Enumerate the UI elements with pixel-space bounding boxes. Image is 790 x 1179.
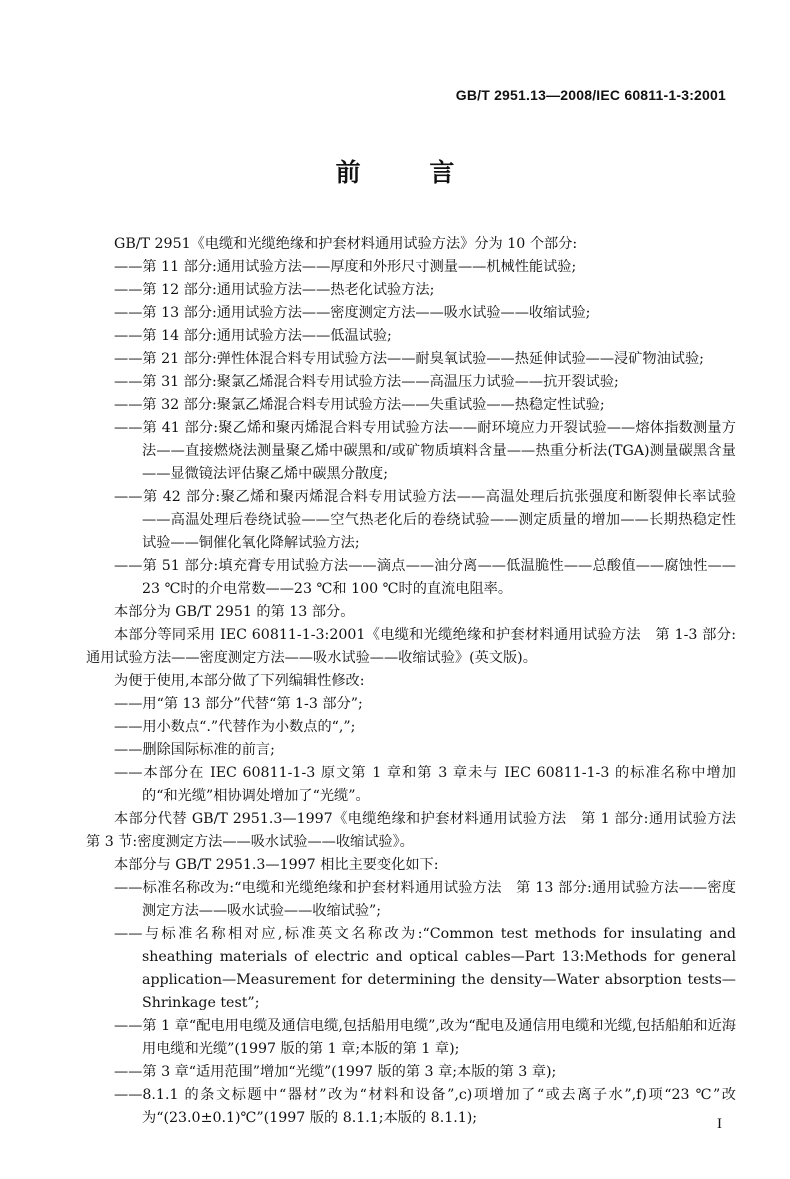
foreword-body [86,233,751,1130]
list-item: ——第 21 部分:弹性体混合料专用试验方法——耐臭氧试验——热延伸试验——浸矿物油试验; [114,351,704,367]
paragraph: GB/T 2951《电缆和光缆绝缘和护套材料通用试验方法》分为 10 个部分: [114,236,578,252]
list-item: ——用小数点“.”代替作为小数点的“,”; [114,719,356,735]
list-item: ——第 14 部分:通用试验方法——低温试验; [114,328,392,344]
page-title: 前 言 [335,158,485,187]
list-item: ——标准名称改为:“电缆和光缆绝缘和护套材料通用试验方法 第 13 部分:通用试验方法——密度测定方法——吸水试验——收缩试验”; [114,880,736,919]
list-item: ——第 3 章“适用范围”增加“光缆”(1997 版的第 3 章;本版的第 3 章); [114,1064,557,1080]
list-item: ——第 1 章“配电用电缆及通信电缆,包括船用电缆”,改为“配电及通信用电缆和光缆,包括船舶和近海用电缆和光缆”(1997 版的第 1 章;本版的第 1 章); [114,1018,736,1057]
list-item: ——第 31 部分:聚氯乙烯混合料专用试验方法——高温压力试验——抗开裂试验; [114,374,619,390]
list-item: ——与标准名称相对应,标准英文名称改为:“Common test methods for insulating and sheathing materials of electric and optical cables—Part 13:Methods for general application—Measurement for determining the density—Water absorption tests—Shrinkage test”; [114,926,736,1011]
list-item: ——第 11 部分:通用试验方法——厚度和外形尺寸测量——机械性能试验; [114,259,577,275]
paragraph: 本部分与 GB/T 2951.3—1997 相比主要变化如下: [114,857,439,873]
list-item: ——本部分在 IEC 60811-1-3 原文第 1 章和第 3 章未与 IEC 60811-1-3 的标准名称中增加的“和光缆”相协调处增加了“光缆”。 [114,765,736,804]
paragraph: 本部分等同采用 IEC 60811-1-3:2001《电缆和光缆绝缘和护套材料通用试验方法 第 1-3 部分:通用试验方法——密度测定方法——吸水试验——收缩试验》(英文版)。 [86,627,736,666]
paragraph: 本部分为 GB/T 2951 的第 13 部分。 [114,604,355,620]
standard-number-header: GB/T 2951.13—2008/IEC 60811-1-3:2001 [455,87,726,103]
list-item: ——第 32 部分:聚氯乙烯混合料专用试验方法——失重试验——热稳定性试验; [114,397,605,413]
page-number: I [717,1116,722,1132]
list-item: ——用“第 13 部分”代替“第 1-3 部分”; [114,696,363,712]
list-item: ——第 13 部分:通用试验方法——密度测定方法——吸水试验——收缩试验; [114,305,591,321]
list-item: ——删除国际标准的前言; [114,742,275,758]
list-item: ——第 42 部分:聚乙烯和聚丙烯混合料专用试验方法——高温处理后抗张强度和断裂伸长率试验——高温处理后卷绕试验——空气热老化后的卷绕试验——测定质量的增加——长期热稳定性试验——铜催化氧化降解试验方法; [114,489,736,551]
list-item: ——8.1.1 的条文标题中“器材”改为“材料和设备”,c)项增加了“或去离子水”,f)项“23 ℃”改为“(23.0±0.1)℃”(1997 版的 8.1.1;本版的 8.1.1); [114,1087,736,1126]
list-item: ——第 12 部分:通用试验方法——热老化试验方法; [114,282,435,298]
list-item: ——第 51 部分:填充膏专用试验方法——滴点——油分离——低温脆性——总酸值——腐蚀性——23 ℃时的介电常数——23 ℃和 100 ℃时的直流电阻率。 [114,558,736,597]
paragraph: 本部分代替 GB/T 2951.3—1997《电缆绝缘和护套材料通用试验方法 第 1 部分:通用试验方法 第 3 节:密度测定方法——吸水试验——收缩试验》。 [86,811,751,850]
paragraph: 为便于使用,本部分做了下列编辑性修改: [114,673,365,689]
list-item: ——第 41 部分:聚乙烯和聚丙烯混合料专用试验方法——耐环境应力开裂试验——熔体指数测量方法——直接燃烧法测量聚乙烯中碳黑和/或矿物质填料含量——热重分析法(TGA)测量碳黑含量——显微镜法评估聚乙烯中碳黑分散度; [114,420,736,482]
